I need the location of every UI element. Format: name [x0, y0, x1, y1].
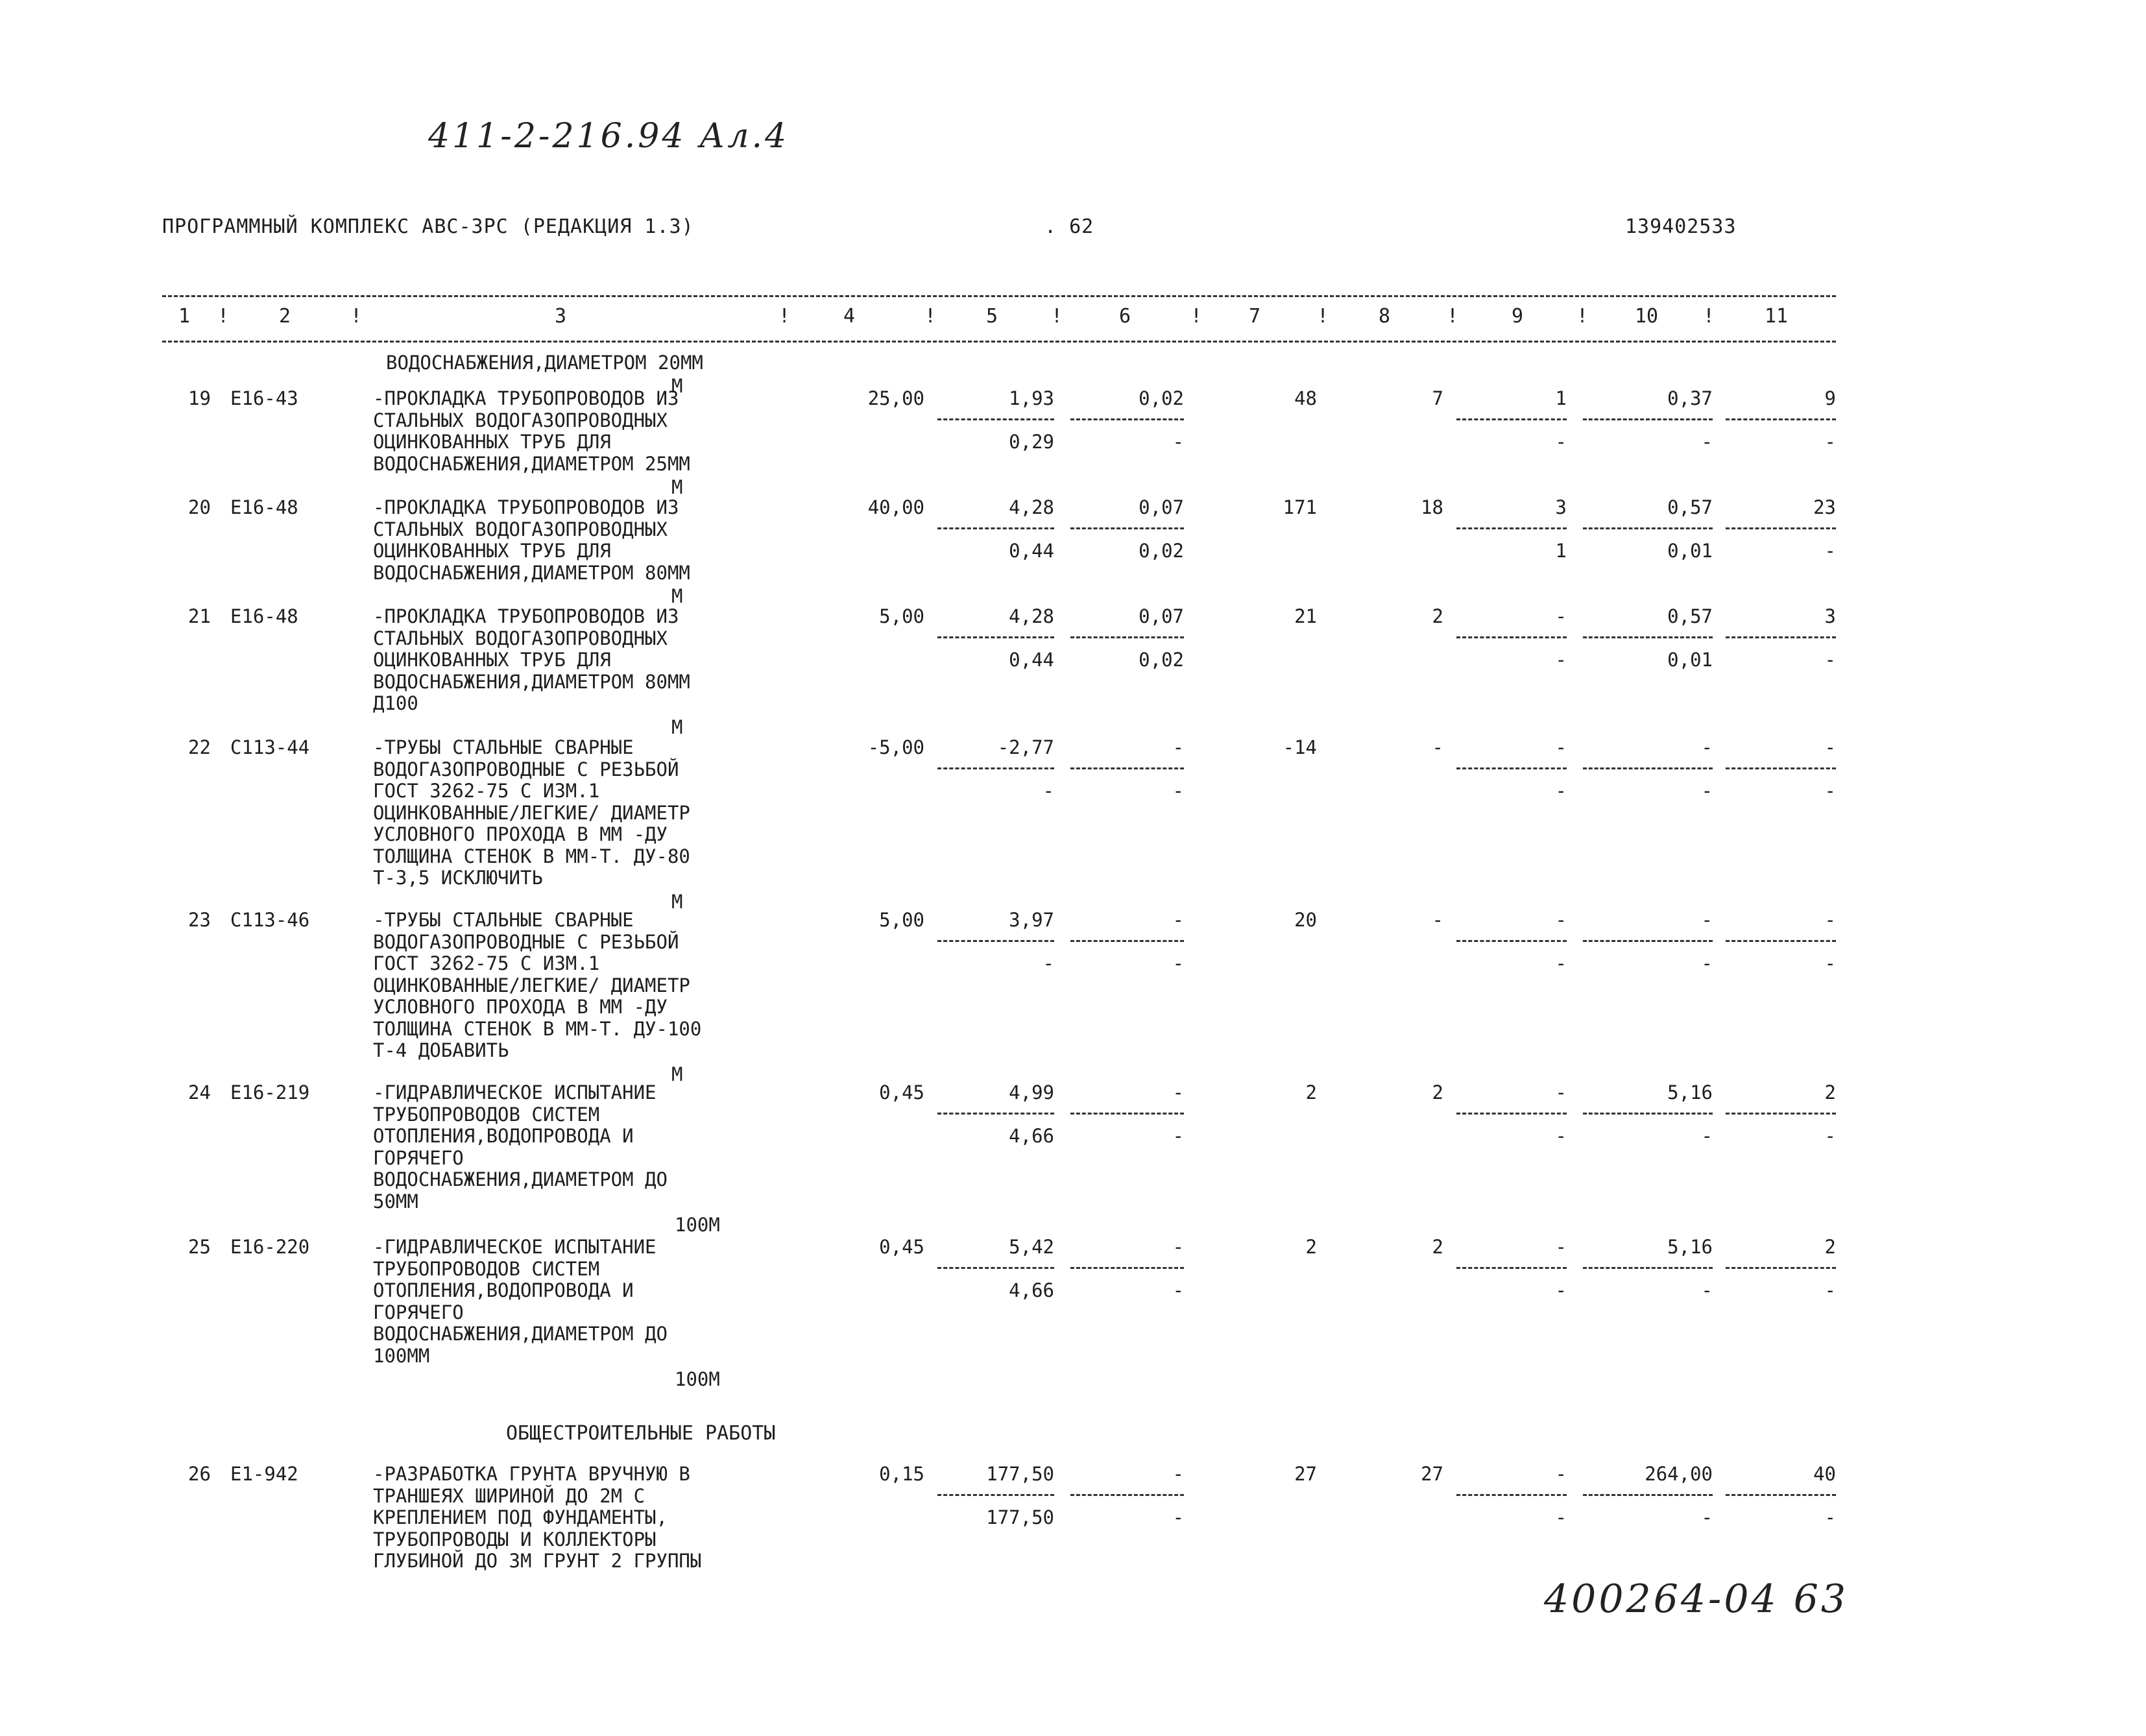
program-title: ПРОГРАММНЫЙ КОМПЛЕКС АВС-3РС (РЕДАКЦИЯ 1.3) [162, 215, 694, 238]
row-number: 19 [188, 387, 211, 409]
row-c11-top: 40 [1813, 1463, 1836, 1485]
row-desc-line: ОЦИНКОВАННЫЕ/ЛЕГКИЕ/ ДИАМЕТР [373, 801, 690, 824]
column-separator: ! [1447, 305, 1459, 328]
row-c11-bottom: - [1824, 1279, 1836, 1301]
row-c11-top: - [1824, 736, 1836, 758]
column-number: 2 [279, 305, 291, 328]
fraction-divider [937, 1267, 1054, 1269]
row-c11-bottom: - [1824, 540, 1836, 562]
row-code: Е16-220 [230, 1236, 310, 1258]
column-separator: ! [1190, 305, 1203, 328]
row-desc-line: -РАЗРАБОТКА ГРУНТА ВРУЧНУЮ В [373, 1463, 690, 1485]
row-c5-top: 3,97 [1009, 909, 1054, 931]
fraction-divider [1070, 767, 1184, 769]
row-c8: 7 [1432, 387, 1443, 409]
row-code: Е16-48 [230, 496, 298, 518]
row-c9-top: - [1555, 605, 1567, 627]
fraction-divider [937, 636, 1054, 638]
row-c7: 2 [1305, 1236, 1317, 1258]
row-desc-line: ВОДОГАЗОПРОВОДНЫЕ С РЕЗЬБОЙ [373, 758, 679, 780]
row-desc-line: ТРУБОПРОВОДОВ СИСТЕМ [373, 1257, 600, 1280]
column-number: 8 [1379, 305, 1391, 328]
row-c9-top: 3 [1555, 496, 1567, 518]
row-c5-bottom: 0,44 [1009, 540, 1054, 562]
row-quantity: 25,00 [867, 387, 924, 409]
row-c10-top: 0,57 [1667, 496, 1713, 518]
row-desc-line: СТАЛЬНЫХ ВОДОГАЗОПРОВОДНЫХ [373, 518, 668, 540]
row-unit: М [671, 890, 683, 913]
row-c11-bottom: - [1824, 431, 1836, 453]
row-c5-top: 4,99 [1009, 1081, 1054, 1103]
row-desc-line: ГОРЯЧЕГО [373, 1301, 464, 1323]
row-desc-line: КРЕПЛЕНИЕМ ПОД ФУНДАМЕНТЫ, [373, 1506, 668, 1528]
fraction-divider [1726, 767, 1836, 769]
table-top-rule [162, 295, 1836, 297]
row-number: 24 [188, 1081, 211, 1103]
row-code: Е1-942 [230, 1463, 298, 1485]
column-number: 3 [555, 305, 567, 328]
row-c6-top: - [1172, 1236, 1184, 1258]
fraction-divider [1583, 636, 1713, 638]
fraction-divider [1456, 1267, 1567, 1269]
row-desc-line: ГЛУБИНОЙ ДО 3М ГРУНТ 2 ГРУППЫ [373, 1550, 702, 1572]
fraction-divider [1070, 1494, 1184, 1496]
row-c9-bottom: - [1555, 431, 1567, 453]
fraction-divider [937, 940, 1054, 942]
column-number: 6 [1119, 305, 1131, 328]
column-number: 11 [1765, 305, 1789, 328]
fraction-divider [1456, 636, 1567, 638]
row-desc-line: ТРАНШЕЯХ ШИРИНОЙ ДО 2М С [373, 1484, 645, 1507]
row-c5-bottom: 177,50 [986, 1506, 1054, 1528]
row-c10-top: 5,16 [1667, 1236, 1713, 1258]
row-quantity: -5,00 [867, 736, 924, 758]
column-separator: ! [350, 305, 363, 328]
column-number: 4 [843, 305, 856, 328]
row-c6-bottom: - [1172, 1506, 1184, 1528]
row-unit: М [671, 1063, 683, 1085]
row-desc-line: ОЦИНКОВАННЫХ ТРУБ ДЛЯ [373, 649, 611, 671]
row-c10-bottom: - [1701, 1125, 1713, 1147]
fraction-divider [1070, 1267, 1184, 1269]
column-separator: ! [924, 305, 937, 328]
row-code: С113-44 [230, 736, 310, 758]
row-desc-line: ВОДОГАЗОПРОВОДНЫЕ С РЕЗЬБОЙ [373, 930, 679, 953]
row-c10-bottom: - [1701, 952, 1713, 974]
row-unit: 100М [675, 1368, 720, 1390]
column-separator: ! [1051, 305, 1063, 328]
page-number: . 62 [1044, 215, 1094, 238]
row-c9-top: 1 [1555, 387, 1567, 409]
row-desc-line: -ТРУБЫ СТАЛЬНЫЕ СВАРНЫЕ [373, 909, 634, 931]
row-desc-line: ВОДОСНАБЖЕНИЯ,ДИАМЕТРОМ ДО [373, 1323, 668, 1345]
column-number: 5 [986, 305, 998, 328]
row-c8: - [1432, 736, 1443, 758]
fraction-divider [937, 1113, 1054, 1115]
fraction-divider [1070, 636, 1184, 638]
row-c8: - [1432, 909, 1443, 931]
column-separator: ! [1317, 305, 1329, 328]
row-desc-line: -ТРУБЫ СТАЛЬНЫЕ СВАРНЫЕ [373, 736, 634, 758]
row-desc-line: 100ММ [373, 1344, 430, 1367]
fraction-divider [1456, 767, 1567, 769]
row-desc-line: СТАЛЬНЫХ ВОДОГАЗОПРОВОДНЫХ [373, 409, 668, 431]
row-c5-bottom: 0,44 [1009, 649, 1054, 671]
row-c9-bottom: - [1555, 1125, 1567, 1147]
row-c8: 18 [1421, 496, 1443, 518]
row-quantity: 0,45 [879, 1081, 924, 1103]
row-c9-top: - [1555, 1236, 1567, 1258]
row-desc-line: Т-4 ДОБАВИТЬ [373, 1039, 509, 1061]
column-separator: ! [217, 305, 230, 328]
row-desc-line: ТОЛЩИНА СТЕНОК В ММ-Т. ДУ-100 [373, 1017, 702, 1040]
row-c7: 2 [1305, 1081, 1317, 1103]
row-c9-bottom: - [1555, 780, 1567, 802]
row-quantity: 0,15 [879, 1463, 924, 1485]
row-desc-line: Т-3,5 ИСКЛЮЧИТЬ [373, 867, 543, 889]
fraction-divider [1583, 767, 1713, 769]
fraction-divider [1726, 418, 1836, 420]
fraction-divider [1583, 1113, 1713, 1115]
row-c9-bottom: 1 [1555, 540, 1567, 562]
row-desc-line: ГОСТ 3262-75 С ИЗМ.1 [373, 952, 600, 974]
fraction-divider [937, 527, 1054, 529]
row-c6-bottom: - [1172, 780, 1184, 802]
continuation-desc: ВОДОСНАБЖЕНИЯ,ДИАМЕТРОМ 20ММ [386, 352, 703, 374]
row-c9-bottom: - [1555, 952, 1567, 974]
row-code: Е16-43 [230, 387, 298, 409]
fraction-divider [1583, 940, 1713, 942]
row-c9-top: - [1555, 909, 1567, 931]
row-c5-top: 5,42 [1009, 1236, 1054, 1258]
row-desc-line: ОТОПЛЕНИЯ,ВОДОПРОВОДА И [373, 1279, 634, 1301]
row-c10-bottom: - [1701, 1279, 1713, 1301]
row-desc-line: ВОДОСНАБЖЕНИЯ,ДИАМЕТРОМ 25ММ [373, 452, 690, 475]
fraction-divider [1583, 1267, 1713, 1269]
handwritten-doc-code: 411-2-216.94 Ал.4 [428, 117, 790, 156]
row-c10-bottom: 0,01 [1667, 649, 1713, 671]
document-id: 139402533 [1625, 215, 1737, 238]
row-unit: 100М [675, 1214, 720, 1236]
row-c5-top: 4,28 [1009, 496, 1054, 518]
row-c8: 2 [1432, 605, 1443, 627]
row-code: Е16-48 [230, 605, 298, 627]
row-quantity: 0,45 [879, 1236, 924, 1258]
row-c5-bottom: - [1043, 780, 1054, 802]
row-desc-line: 50ММ [373, 1190, 418, 1212]
row-c10-top: - [1701, 736, 1713, 758]
row-c6-top: - [1172, 1081, 1184, 1103]
row-c9-top: - [1555, 736, 1567, 758]
fraction-divider [1726, 636, 1836, 638]
row-desc-line: ВОДОСНАБЖЕНИЯ,ДИАМЕТРОМ ДО [373, 1168, 668, 1190]
column-separator: ! [778, 305, 791, 328]
row-c7: 171 [1283, 496, 1317, 518]
row-c6-top: 0,07 [1139, 605, 1184, 627]
row-c7: 20 [1294, 909, 1317, 931]
row-c11-top: - [1824, 909, 1836, 931]
column-separator: ! [1576, 305, 1589, 328]
row-c10-top: - [1701, 909, 1713, 931]
row-c6-top: - [1172, 736, 1184, 758]
row-number: 22 [188, 736, 211, 758]
row-unit: М [671, 585, 683, 607]
row-desc-line: ОЦИНКОВАННЫХ ТРУБ ДЛЯ [373, 540, 611, 562]
fraction-divider [937, 1494, 1054, 1496]
continuation-unit: М [671, 375, 683, 397]
fraction-divider [1583, 1494, 1713, 1496]
row-number: 26 [188, 1463, 211, 1485]
row-desc-line: -ПРОКЛАДКА ТРУБОПРОВОДОВ ИЗ [373, 387, 679, 409]
row-c6-top: - [1172, 1463, 1184, 1485]
row-desc-line: ОТОПЛЕНИЯ,ВОДОПРОВОДА И [373, 1125, 634, 1147]
row-c5-bottom: - [1043, 952, 1054, 974]
row-c10-bottom: - [1701, 1506, 1713, 1528]
row-c5-bottom: 4,66 [1009, 1279, 1054, 1301]
fraction-divider [1726, 1113, 1836, 1115]
row-c10-top: 264,00 [1645, 1463, 1713, 1485]
row-c11-top: 2 [1824, 1236, 1836, 1258]
row-desc-line: УСЛОВНОГО ПРОХОДА В ММ -ДУ [373, 996, 668, 1018]
row-number: 23 [188, 909, 211, 931]
row-c6-bottom: - [1172, 1279, 1184, 1301]
row-desc-line: ОЦИНКОВАННЫХ ТРУБ ДЛЯ [373, 431, 611, 453]
row-c5-top: 177,50 [986, 1463, 1054, 1485]
row-desc-line: -ПРОКЛАДКА ТРУБОПРОВОДОВ ИЗ [373, 605, 679, 627]
row-c11-bottom: - [1824, 1506, 1836, 1528]
row-c10-top: 5,16 [1667, 1081, 1713, 1103]
row-desc-line: ТРУБОПРОВОДЫ И КОЛЛЕКТОРЫ [373, 1528, 657, 1550]
row-quantity: 5,00 [879, 909, 924, 931]
row-c9-top: - [1555, 1081, 1567, 1103]
row-c10-top: 0,37 [1667, 387, 1713, 409]
fraction-divider [1726, 1494, 1836, 1496]
row-desc-line: ВОДОСНАБЖЕНИЯ,ДИАМЕТРОМ 80ММ [373, 670, 690, 693]
table-header-rule [162, 341, 1836, 343]
row-c9-bottom: - [1555, 649, 1567, 671]
row-c7: -14 [1283, 736, 1317, 758]
column-number: 7 [1249, 305, 1261, 328]
row-c11-bottom: - [1824, 952, 1836, 974]
row-c11-bottom: - [1824, 649, 1836, 671]
fraction-divider [1456, 527, 1567, 529]
fraction-divider [1583, 418, 1713, 420]
column-number: 9 [1512, 305, 1524, 328]
fraction-divider [1456, 1494, 1567, 1496]
row-c9-top: - [1555, 1463, 1567, 1485]
fraction-divider [937, 767, 1054, 769]
fraction-divider [1456, 1113, 1567, 1115]
row-c7: 21 [1294, 605, 1317, 627]
column-number: 1 [178, 305, 191, 328]
row-desc-line: -ГИДРАВЛИЧЕСКОЕ ИСПЫТАНИЕ [373, 1081, 657, 1103]
row-c5-top: 4,28 [1009, 605, 1054, 627]
row-c11-bottom: - [1824, 780, 1836, 802]
row-unit: М [671, 476, 683, 498]
row-desc-line: -ПРОКЛАДКА ТРУБОПРОВОДОВ ИЗ [373, 496, 679, 518]
row-c11-top: 3 [1824, 605, 1836, 627]
row-desc-line: ТРУБОПРОВОДОВ СИСТЕМ [373, 1103, 600, 1126]
fraction-divider [1456, 940, 1567, 942]
column-separator: ! [1703, 305, 1715, 328]
row-c6-bottom: 0,02 [1139, 649, 1184, 671]
fraction-divider [1070, 527, 1184, 529]
row-desc-line: -ГИДРАВЛИЧЕСКОЕ ИСПЫТАНИЕ [373, 1236, 657, 1258]
row-c11-top: 23 [1813, 496, 1836, 518]
fraction-divider [1583, 527, 1713, 529]
column-numbers-row [0, 305, 2146, 331]
column-number: 10 [1635, 305, 1659, 328]
row-c5-bottom: 4,66 [1009, 1125, 1054, 1147]
row-c6-top: - [1172, 909, 1184, 931]
row-c6-bottom: - [1172, 1125, 1184, 1147]
row-number: 20 [188, 496, 211, 518]
row-c8: 27 [1421, 1463, 1443, 1485]
handwritten-sheet-number: 400264-04 63 [1544, 1576, 1849, 1622]
row-code: С113-46 [230, 909, 310, 931]
row-number: 21 [188, 605, 211, 627]
row-c10-bottom: 0,01 [1667, 540, 1713, 562]
row-desc-line: ГОСТ 3262-75 С ИЗМ.1 [373, 780, 600, 802]
row-c7: 48 [1294, 387, 1317, 409]
row-c6-bottom: 0,02 [1139, 540, 1184, 562]
row-c5-top: -2,77 [997, 736, 1054, 758]
fraction-divider [1726, 527, 1836, 529]
row-c5-bottom: 0,29 [1009, 431, 1054, 453]
row-c9-bottom: - [1555, 1506, 1567, 1528]
row-unit: М [671, 716, 683, 738]
row-desc-line: Д100 [373, 692, 418, 714]
row-desc-line: СТАЛЬНЫХ ВОДОГАЗОПРОВОДНЫХ [373, 627, 668, 649]
row-c9-bottom: - [1555, 1279, 1567, 1301]
fraction-divider [937, 418, 1054, 420]
row-c6-bottom: - [1172, 431, 1184, 453]
fraction-divider [1070, 418, 1184, 420]
row-c6-top: 0,07 [1139, 496, 1184, 518]
row-c11-bottom: - [1824, 1125, 1836, 1147]
fraction-divider [1070, 940, 1184, 942]
row-desc-line: ТОЛЩИНА СТЕНОК В ММ-Т. ДУ-80 [373, 845, 690, 867]
row-c11-top: 9 [1824, 387, 1836, 409]
row-desc-line: ВОДОСНАБЖЕНИЯ,ДИАМЕТРОМ 80ММ [373, 561, 690, 584]
row-c6-top: 0,02 [1139, 387, 1184, 409]
row-code: Е16-219 [230, 1081, 310, 1103]
fraction-divider [1070, 1113, 1184, 1115]
fraction-divider [1456, 418, 1567, 420]
fraction-divider [1726, 1267, 1836, 1269]
row-desc-line: ГОРЯЧЕГО [373, 1146, 464, 1169]
row-quantity: 40,00 [867, 496, 924, 518]
row-desc-line: УСЛОВНОГО ПРОХОДА В ММ -ДУ [373, 823, 668, 845]
section-title: ОБЩЕСТРОИТЕЛЬНЫЕ РАБОТЫ [506, 1422, 776, 1445]
row-c6-bottom: - [1172, 952, 1184, 974]
row-desc-line: ОЦИНКОВАННЫЕ/ЛЕГКИЕ/ ДИАМЕТР [373, 974, 690, 996]
row-c8: 2 [1432, 1081, 1443, 1103]
row-c10-top: 0,57 [1667, 605, 1713, 627]
row-quantity: 5,00 [879, 605, 924, 627]
row-number: 25 [188, 1236, 211, 1258]
row-c10-bottom: - [1701, 431, 1713, 453]
fraction-divider [1726, 940, 1836, 942]
row-c7: 27 [1294, 1463, 1317, 1485]
row-c10-bottom: - [1701, 780, 1713, 802]
row-c5-top: 1,93 [1009, 387, 1054, 409]
row-c11-top: 2 [1824, 1081, 1836, 1103]
row-c8: 2 [1432, 1236, 1443, 1258]
